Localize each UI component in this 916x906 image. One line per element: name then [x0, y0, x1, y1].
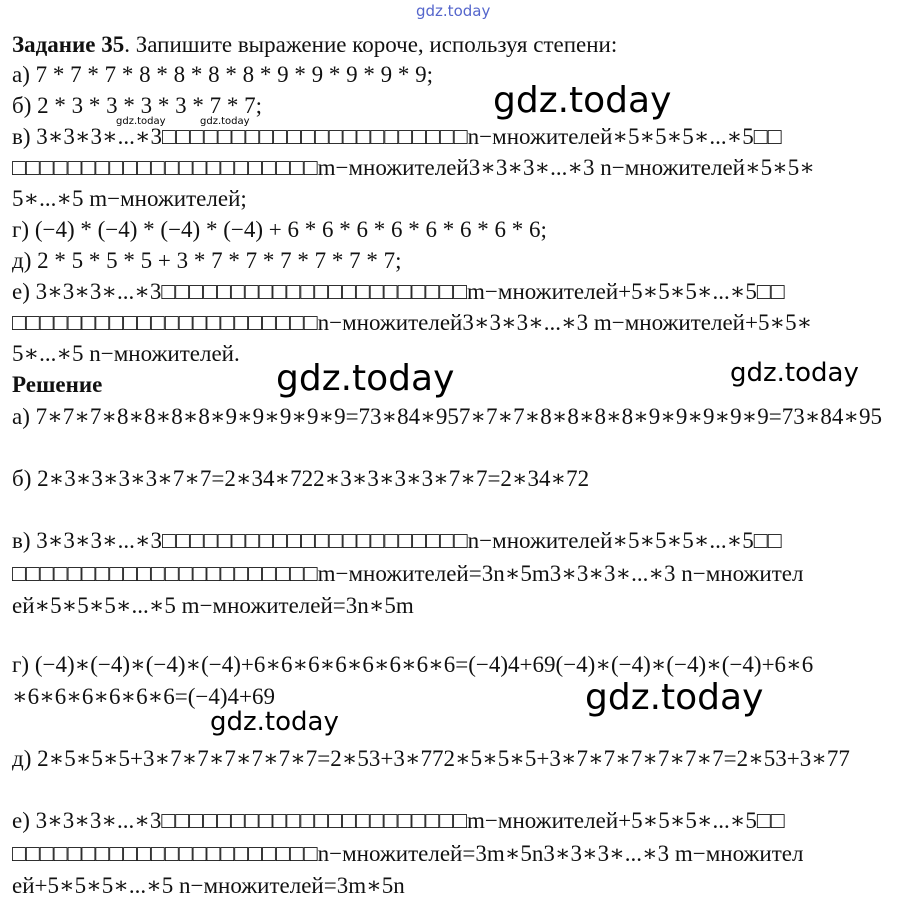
watermark-small-1: gdz.today — [116, 116, 166, 127]
task-title-text: . Запишите выражение короче, используя степени: — [124, 32, 618, 57]
task-line-v3: 5∗...∗5 m−множителей; — [12, 186, 247, 211]
task-line-g: г) (−4) * (−4) * (−4) * (−4) + 6 * 6 * 6 * 6 * 6 * 6 * 6 * 6; — [12, 217, 547, 242]
task-title-number: Задание 35 — [12, 32, 125, 57]
task-line-a: а) 7 * 7 * 7 * 8 * 8 * 8 * 8 * 9 * 9 * 9 * 9 * 9; — [12, 62, 434, 87]
task-line-d: д) 2 * 5 * 5 * 5 + 3 * 7 * 7 * 7 * 7 * 7 * 7; — [12, 248, 402, 273]
solution-line-v2: □□□□□□□□□□□□□□□□□□□□□□m−множителей=3n∗5m3∗3∗3∗...∗3 n−множител — [12, 561, 804, 586]
watermark-3: gdz.today — [730, 358, 859, 388]
solution-line-b: б) 2∗3∗3∗3∗3∗7∗7=2∗34∗722∗3∗3∗3∗3∗7∗7=2∗34∗72 — [12, 466, 590, 491]
watermark-small-2: gdz.today — [200, 116, 250, 127]
solution-line-a: а) 7∗7∗7∗8∗8∗8∗8∗9∗9∗9∗9∗9=73∗84∗957∗7∗7∗8∗8∗8∗8∗9∗9∗9∗9∗9=73∗84∗95 — [12, 404, 883, 429]
task-line-v2: □□□□□□□□□□□□□□□□□□□□□□m−множителей3∗3∗3∗...∗3 n−множителей∗5∗5∗ — [12, 155, 815, 180]
watermark-2: gdz.today — [276, 358, 455, 399]
task-line-b: б) 2 * 3 * 3 * 3 * 3 * 7 * 7; — [12, 93, 263, 118]
task-line-e3: 5∗...∗5 n−множителей. — [12, 341, 240, 366]
solution-line-e2: □□□□□□□□□□□□□□□□□□□□□□n−множителей=3m∗5n3∗3∗3∗...∗3 m−множител — [12, 841, 804, 866]
watermark-4: gdz.today — [585, 677, 764, 718]
solution-line-g1: г) (−4)∗(−4)∗(−4)∗(−4)+6∗6∗6∗6∗6∗6∗6∗6=(−4)4+69(−4)∗(−4)∗(−4)∗(−4)+6∗6 — [12, 652, 814, 677]
solution-line-e1: е) 3∗3∗3∗...∗3□□□□□□□□□□□□□□□□□□□□□□m−множителей+5∗5∗5∗...∗5□□ — [12, 808, 785, 833]
watermark-top: gdz.today — [416, 2, 491, 20]
solution-line-v3: ей∗5∗5∗5∗...∗5 m−множителей=3n∗5m — [12, 593, 414, 618]
task-line-e1: е) 3∗3∗3∗...∗3□□□□□□□□□□□□□□□□□□□□□□m−множителей+5∗5∗5∗...∗5□□ — [12, 279, 785, 304]
solution-line-g2: ∗6∗6∗6∗6∗6∗6=(−4)4+69 — [12, 684, 276, 709]
solution-line-d: д) 2∗5∗5∗5+3∗7∗7∗7∗7∗7∗7=2∗53+3∗772∗5∗5∗5+3∗7∗7∗7∗7∗7∗7=2∗53+3∗77 — [12, 746, 850, 771]
task-title — [12, 32, 617, 58]
watermark-1: gdz.today — [493, 80, 672, 121]
solution-title: Решение — [12, 372, 103, 397]
solution-line-e3: ей+5∗5∗5∗...∗5 n−множителей=3m∗5n — [12, 873, 405, 898]
watermark-5: gdz.today — [210, 707, 339, 737]
task-line-e2: □□□□□□□□□□□□□□□□□□□□□□n−множителей3∗3∗3∗...∗3 m−множителей+5∗5∗ — [12, 310, 813, 335]
solution-line-v1: в) 3∗3∗3∗...∗3□□□□□□□□□□□□□□□□□□□□□□n−множителей∗5∗5∗5∗...∗5□□ — [12, 528, 782, 553]
task-line-v1: в) 3∗3∗3∗...∗3□□□□□□□□□□□□□□□□□□□□□□n−множителей∗5∗5∗5∗...∗5□□ — [12, 124, 782, 149]
